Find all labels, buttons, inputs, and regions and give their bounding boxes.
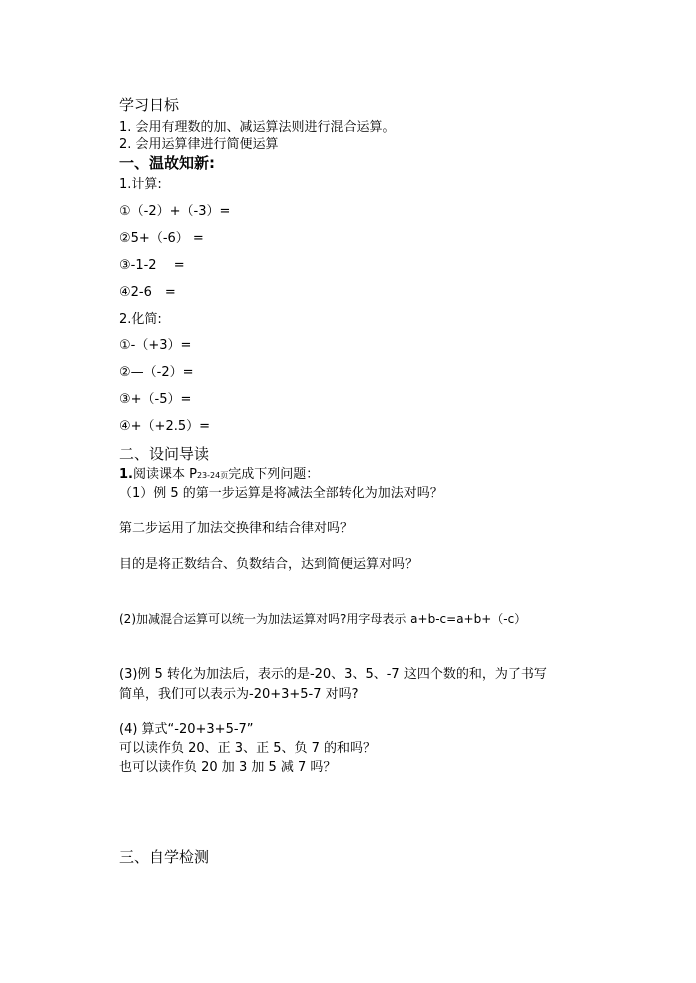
question-1a: （1）例 5 的第一步运算是将减法全部转化为加法对吗？ [119,486,443,501]
question-1b: 第二步运用了加法交换律和结合律对吗？ [119,521,354,536]
question-3a: (3)例 5 转化为加法后，表示的是-20、3、5、-7 这四个数的和，为了书写 [119,667,547,682]
reading-prefix: 阅读课本 P [132,467,197,482]
simplify-item-2: ②—（-2）= [119,365,194,380]
objective-item-1: 1. 会用有理数的加、减运算法则进行混合运算。 [119,120,396,135]
objectives-title: 学习日标 [119,96,180,114]
question-4a: (4) 算式“-20+3+5-7” [119,722,254,737]
calc-item-4: ④2-6 = [119,285,176,300]
section-1-title: 一、温故知新: [119,154,215,172]
objective-item-2: 2. 会用运算律进行简便运算 [119,137,279,152]
reading-suffix: 完成下列问题： [228,467,320,482]
calc-label: 1.计算: [119,177,162,192]
section-2-title: 二、设问导读 [119,445,210,463]
calc-item-3: ③-1-2 = [119,258,185,273]
simplify-item-3: ③+（-5）= [119,392,192,407]
question-2: (2)加减混合运算可以统一为加法运算对吗?用字母表示 a+b-c=a+b+（-c） [119,612,527,626]
reading-pages: 23-24页 [196,471,229,480]
question-3b: 简单，我们可以表示为-20+3+5-7 对吗? [119,687,359,702]
simplify-item-1: ①-（+3）= [119,338,192,353]
question-4b: 可以读作负 20、正 3、正 5、负 7 的和吗？ [119,741,377,756]
section-3-title: 三、自学检测 [119,848,210,866]
question-1c: 目的是将正数结合、负数结合，达到简便运算对吗？ [119,557,419,572]
reading-instruction [119,468,319,481]
simplify-item-4: ④+（+2.5）= [119,419,211,434]
calc-item-1: ①（-2）+（-3）= [119,204,231,219]
calc-item-2: ②5+（-6） = [119,231,204,246]
reading-number: 1. [119,467,133,482]
simplify-label: 2.化简: [119,312,162,327]
question-4c: 也可以读作负 20 加 3 加 5 减 7 吗？ [119,760,337,775]
